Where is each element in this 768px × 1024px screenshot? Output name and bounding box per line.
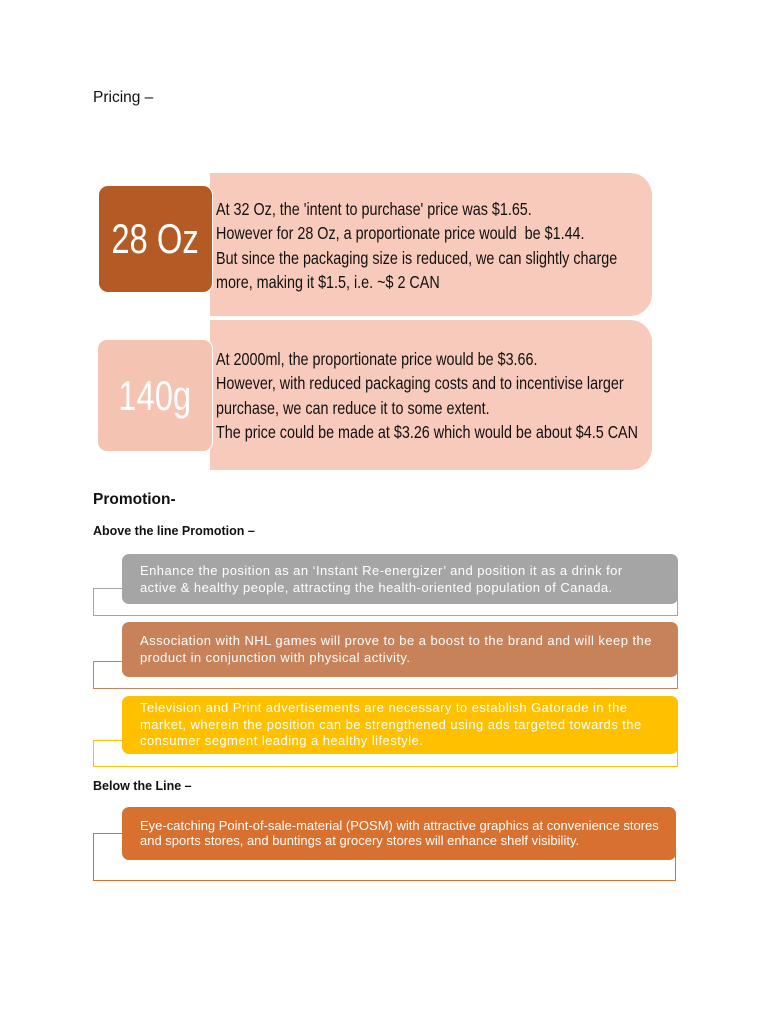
pricing-detail-line: However, with reduced packaging costs and to incentivise larger — [216, 373, 624, 394]
promotion-text-line: Enhance the position as an ‘Instant Re-energizer’ and position it as a drink for — [140, 563, 623, 578]
promotion-heading: Promotion- — [93, 491, 176, 508]
promotion-item — [93, 622, 678, 689]
promotion-text-line: Association with NHL games will prove to be a boost to the brand and will keep the — [140, 633, 652, 648]
promotion-text-line: and sports stores, and buntings at grocery stores will enhance shelf visibility. — [140, 833, 580, 848]
below-the-line-heading: Below the Line – — [93, 779, 192, 793]
pricing-detail-line: The price could be made at $3.26 which would be about $4.5 CAN — [216, 422, 639, 443]
pricing-block-28oz — [97, 173, 652, 316]
promotion-text-line: active & healthy people, attracting the health-oriented population of Canada. — [140, 579, 613, 595]
promotion-item — [93, 554, 678, 616]
promotion-text — [140, 700, 642, 750]
size-label-box — [97, 339, 213, 452]
pricing-detail-line: more, making it $1.5, i.e. ~$ 2 CAN — [216, 272, 440, 293]
pricing-detail-line: At 2000ml, the proportionate price would be $3.66. — [216, 349, 538, 369]
size-label: 28 Oz — [111, 215, 200, 262]
promotion-text-line: product in conjunction with physical activity. — [140, 649, 411, 665]
promotion-text — [140, 633, 652, 666]
promotion-text-line: Eye-catching Point-of-sale-material (POSM) with attractive graphics at convenience stores — [140, 818, 659, 833]
pricing-detail-text — [216, 197, 617, 295]
pricing-detail-line: But since the packaging size is reduced, we can slightly charge — [216, 247, 618, 268]
size-label-box — [98, 185, 213, 293]
pricing-block-140g — [97, 320, 652, 470]
pricing-detail-line: purchase, we can reduce it to some extent. — [216, 397, 490, 418]
size-label: 140g — [118, 371, 192, 419]
pricing-detail-line: However for 28 Oz, a proportionate price would be $1.44. — [216, 223, 585, 244]
pricing-detail-line: At 32 Oz, the 'intent to purchase' price was $1.65. — [216, 199, 532, 219]
pricing-detail-text — [216, 347, 638, 445]
promotion-item — [93, 807, 676, 881]
promotion-text — [140, 563, 623, 596]
promotion-item — [93, 696, 678, 767]
promotion-text-line: Television and Print advertisements are necessary to establish Gatorade in the — [140, 700, 628, 715]
above-the-line-heading: Above the line Promotion – — [93, 524, 255, 538]
pricing-heading: Pricing – — [93, 89, 154, 106]
promotion-text — [140, 818, 659, 848]
promotion-text-line: market, wherein the position can be strengthened using ads targeted towards the — [140, 716, 642, 732]
promotion-text-line: consumer segment leading a healthy lifestyle. — [140, 733, 424, 748]
